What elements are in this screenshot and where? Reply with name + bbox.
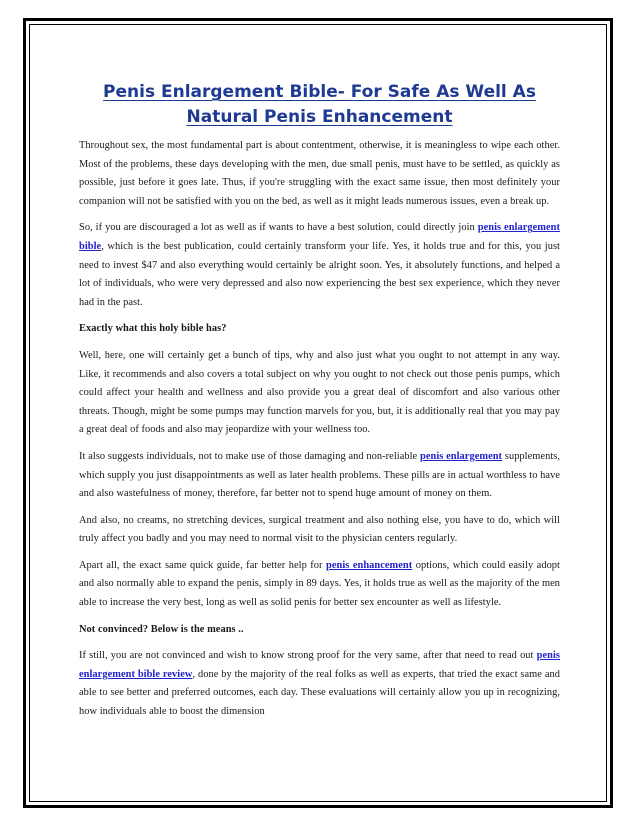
penis-enlargement-bible-link[interactable]: penis enlargement bible [79,222,560,252]
section-heading-2: Not convinced? Below is the means .. [79,623,244,635]
title-line-1: Penis Enlargement Bible- For Safe As Well As [103,82,536,102]
paragraph-2-text: So, if you are discouraged a lot as well as if wants to have a best solution, could directly join [79,222,478,234]
document-title [79,80,560,130]
paragraph-2 [79,219,560,312]
paragraph-6-text-after: options, which could easily adopt and also normally able to expand the penis, simply in 89 days. Yes, it holds true as well as the majority of the men able to increase the very best, long as well as solid penis for better sex encounter as well as lifestyle. [79,559,560,609]
penis-enlargement-bible-review-link[interactable]: penis enlargement bible review [79,650,560,680]
paragraph-7-text-after: , done by the majority of the real folks as well as experts, that tried the exact same and able to see better and preferred outcomes, each day. These evaluations will certainly allow you up in recognizing, how individuals able to boost the dimension [79,668,560,718]
paragraph-7 [79,647,560,721]
penis-enlargement-link[interactable]: penis enlargement [420,450,503,462]
paragraph-4 [79,448,560,504]
section-heading-1: Exactly what this holy bible has? [79,323,227,335]
title-line-2: Natural Penis Enhancement [186,107,453,127]
paragraph-6-text: Apart all, the exact same quick guide, far better help for [79,559,327,571]
paragraph-6 [79,557,560,613]
paragraph-2-text-after: , which is the best publication, could certainly transform your life. Yes, it holds true and for this, you just need to invest $47 and also everything would certainly be alright soon. Yes, it absolutely functions, and helped a lot of individuals, who were very depressed and also now experiencing the best sex experience, which they never had in the past. [79,240,560,308]
paragraph-1: Throughout sex, the most fundamental part is about contentment, otherwise, it is meaningless to wipe each other. Most of the problems, these days developing with the men, due small penis, must have to be settled, as quickly as possible, just before it goes late. Thus, if you're struggling with the exact same issue, then most definitely your companion will not be satisfied with you on the bed, as well as it might leads numerous issues, even a break up. [79,140,560,207]
paragraph-5: And also, no creams, no stretching devices, surgical treatment and also nothing else, you have to do, which will truly affect you badly and you may need to normal visit to the physician centers regularly. [79,514,560,545]
paragraph-7-text: If still, you are not convinced and wish to know strong proof for the very same, after that need to read out [79,650,537,662]
document-body [79,80,560,730]
paragraph-4-text-after: supplements, which supply you just disappointments as well as later health problems. These pills are in actual worthless to have and also wastefulness of money, therefore, far better not to spend huge amount of money on them. [79,450,560,500]
penis-enhancement-link[interactable]: penis enhancement [326,559,413,571]
paragraph-3: Well, here, one will certainly get a bunch of tips, why and also just what you ought to not attempt in any way. Like, it recommends and also covers a total subject on why you ought to not check out those penis pumps, which could affect your health and wellness and also provide you a great deal of discomfort and also various other threats. Though, might be some pumps may function marvels for you, but, it is additionally real that you may pay a great deal of foods and also may jeopardize with your wellness too. [79,349,560,436]
paragraph-4-text: It also suggests individuals, not to make use of those damaging and non-reliable [79,450,420,462]
